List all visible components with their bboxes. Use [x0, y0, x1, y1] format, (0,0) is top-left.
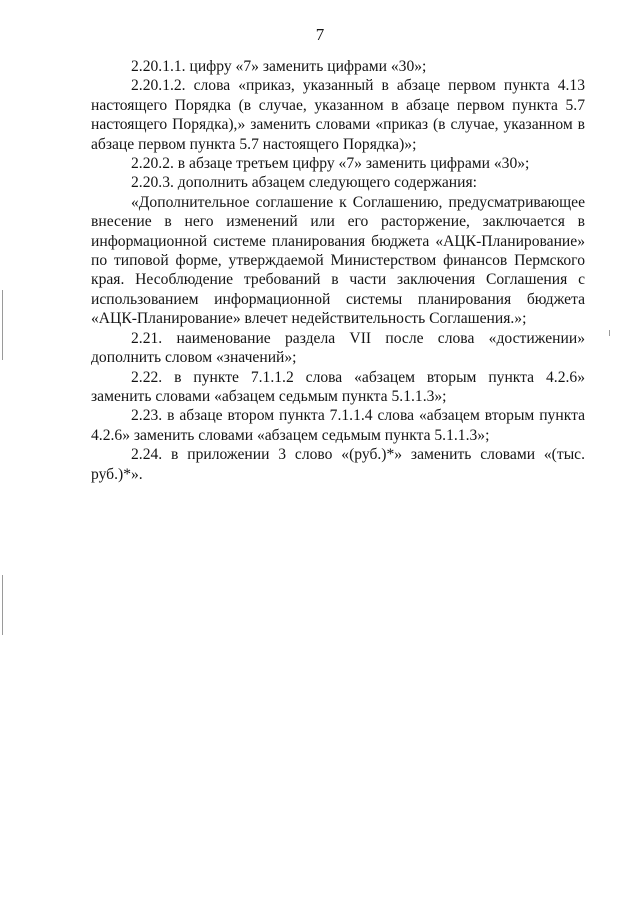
- paragraph-2-24: 2.24. в приложении 3 слово «(руб.)*» заменить словами «(тыс. руб.)*».: [91, 446, 585, 483]
- paragraph-2-22: 2.22. в пункте 7.1.1.2 слова «абзацем вторым пункта 4.2.6» заменить словами «абзацем седьмым пункта 5.1.1.3»;: [91, 368, 585, 405]
- quoted-paragraph-additional-agreement: «Дополнительное соглашение к Соглашению, предусматривающее внесение в него изменений или его расторжение, заключается в информационной системе планирования бюджета «АЦК-Планирование» по типовой форме, утверждаемой Министерством финансов Пермского края. Несоблюдение требований в части заключения Соглашения с использованием информационной системы планирования бюджета «АЦК-Планирование» влечет недействительность Соглашения.»;: [91, 193, 585, 328]
- scan-edge-mark: [609, 330, 610, 336]
- paragraph-2-23: 2.23. в абзаце втором пункта 7.1.1.4 слова «абзацем вторым пункта 4.2.6» заменить словами «абзацем седьмым пункта 5.1.1.3»;: [91, 407, 585, 444]
- scan-edge-mark: [2, 290, 3, 360]
- paragraph-2-20-1-1: 2.20.1.1. цифру «7» заменить цифрами «30»;: [131, 58, 427, 75]
- scan-edge-mark: [2, 575, 3, 635]
- paragraph-2-21: 2.21. наименование раздела VII после слова «достижении» дополнить словом «значений»;: [91, 329, 585, 367]
- paragraph-2-20-1-2: 2.20.1.2. слова «приказ, указанный в абзаце первом пункта 4.13 настоящего Порядка (в случае, указанном в абзаце первом пункта 5.7 настоящего Порядка),» заменить словами «приказ (в случае, указанном в абзаце первом пункта 5.7 настоящего Порядка)»;: [91, 77, 585, 153]
- paragraph-2-20-3: 2.20.3. дополнить абзацем следующего содержания:: [131, 174, 477, 192]
- paragraph-2-20-2: 2.20.2. в абзаце третьем цифру «7» заменить цифрами «30»;: [131, 155, 530, 173]
- page-number: 7: [315, 25, 325, 44]
- document-body: [91, 57, 585, 484]
